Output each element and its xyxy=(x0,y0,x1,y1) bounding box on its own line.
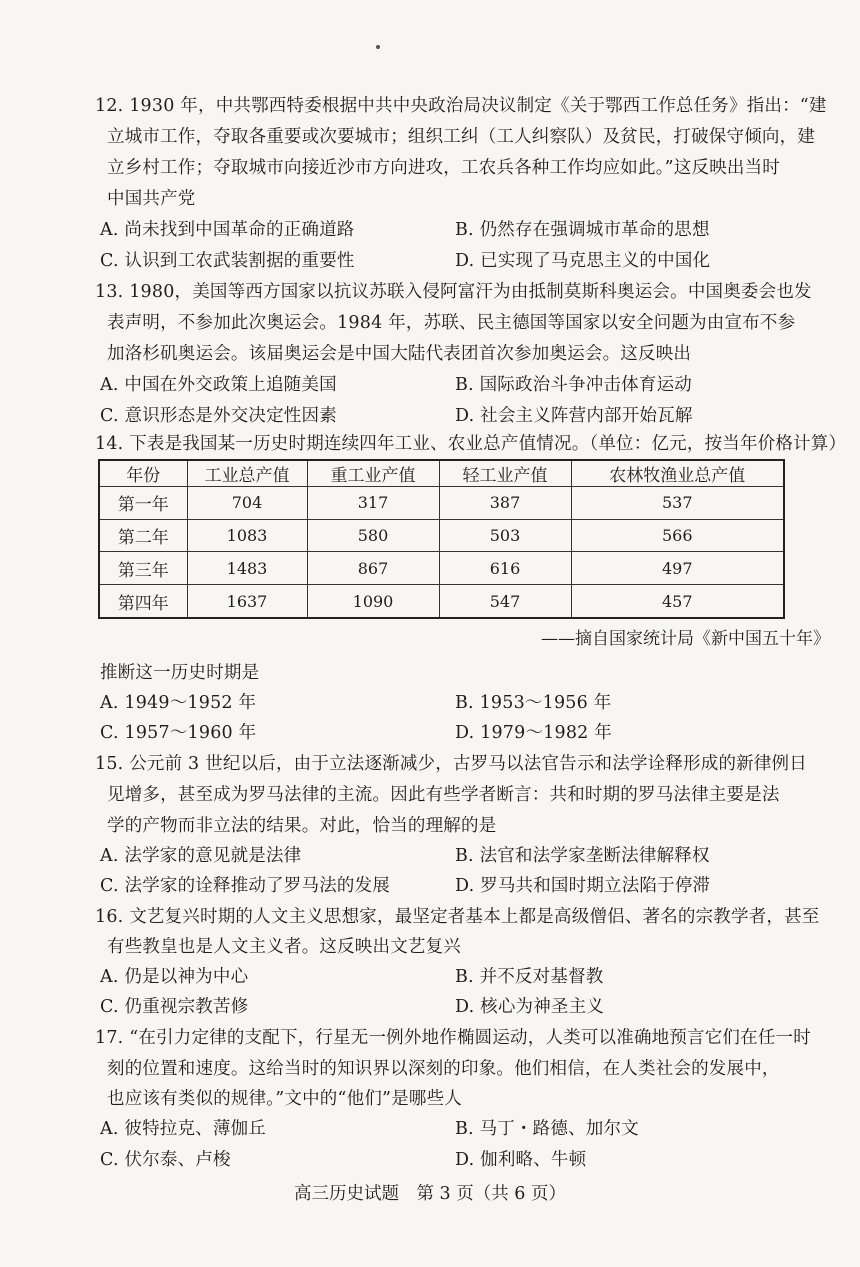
q14-option-b: B. 1953～1956 年 xyxy=(455,693,612,713)
q16-stem-line: 有些教皇也是人文主义者。这反映出文艺复兴 xyxy=(107,937,461,957)
table-cell: 503 xyxy=(439,519,571,552)
q12-stem-line: 立乡村工作；夺取城市向接近沙市方向进攻，工农兵各种工作均应如此。”这反映出当时 xyxy=(107,158,780,178)
q16-stem-line: 16. 文艺复兴时期的人文主义思想家，最坚定者基本上都是高级僧侣、著名的宗教学者，甚至 xyxy=(95,907,820,927)
table-row xyxy=(99,519,784,552)
q14-option-c: C. 1957～1960 年 xyxy=(100,723,257,743)
q15-stem-line: 学的产物而非立法的结果。对此，恰当的理解的是 xyxy=(107,816,497,836)
q15-option-d: D. 罗马共和国时期立法陷于停滞 xyxy=(455,876,711,896)
table-cell: 457 xyxy=(571,585,784,618)
table-cell: 第一年 xyxy=(99,487,187,520)
q17-option-b: B. 马丁・路德、加尔文 xyxy=(455,1119,639,1139)
q16-option-b: B. 并不反对基督教 xyxy=(455,967,604,987)
table-header-row xyxy=(99,460,784,487)
q16-option-c: C. 仍重视宗教苦修 xyxy=(100,997,249,1017)
q17-option-c: C. 伏尔泰、卢梭 xyxy=(100,1150,231,1170)
table-cell: 1637 xyxy=(187,585,307,618)
q13-option-d: D. 社会主义阵营内部开始瓦解 xyxy=(455,406,693,426)
table-cell: 580 xyxy=(307,519,439,552)
q13-option-a: A. 中国在外交政策上追随美国 xyxy=(100,375,337,395)
page-footer: 高三历史试题 第 3 页（共 6 页） xyxy=(293,1184,567,1204)
table-cell: 497 xyxy=(571,552,784,585)
q17-stem-line: 刻的位置和速度。这给当时的知识界以深刻的印象。他们相信，在人类社会的发展中， xyxy=(107,1059,780,1079)
q12-option-c: C. 认识到工农武装割据的重要性 xyxy=(100,251,355,271)
q17-stem-line: 也应该有类似的规律。”文中的“他们”是哪些人 xyxy=(107,1089,462,1109)
table-header-cell: 轻工业产值 xyxy=(439,460,571,487)
table-cell: 616 xyxy=(439,552,571,585)
table-row xyxy=(99,487,784,520)
q12-stem-line: 12. 1930 年，中共鄂西特委根据中共中央政治局决议制定《关于鄂西工作总任务》指出：“建 xyxy=(95,96,827,116)
q15-option-c: C. 法学家的诠释推动了罗马法的发展 xyxy=(100,876,390,896)
table-cell: 537 xyxy=(571,487,784,520)
table-cell: 第三年 xyxy=(99,552,187,585)
q12-stem-line: 立城市工作，夺取各重要或次要城市；组织工纠（工人纠察队）及贫民，打破保守倾向，建 xyxy=(107,127,815,147)
q16-option-a: A. 仍是以神为中心 xyxy=(100,967,249,987)
table-cell: 1083 xyxy=(187,519,307,552)
q15-stem-line: 见增多，甚至成为罗马法律的主流。因此有些学者断言：共和时期的罗马法律主要是法 xyxy=(107,785,780,805)
scan-speck xyxy=(376,45,380,49)
table-cell: 317 xyxy=(307,487,439,520)
q12-option-b: B. 仍然存在强调城市革命的思想 xyxy=(455,220,710,240)
table-cell: 第四年 xyxy=(99,585,187,618)
q14-option-a: A. 1949～1952 年 xyxy=(100,693,257,713)
q14-stem-line: 14. 下表是我国某一历史时期连续四年工业、农业总产值情况。（单位：亿元，按当年价格计算） xyxy=(95,434,847,454)
table-cell: 第二年 xyxy=(99,519,187,552)
q13-stem-line: 表声明，不参加此次奥运会。1984 年，苏联、民主德国等国家以安全问题为由宣布不参 xyxy=(107,313,796,333)
q13-option-c: C. 意识形态是外交决定性因素 xyxy=(100,406,337,426)
q17-stem-line: 17. “在引力定律的支配下，行星无一例外地作椭圆运动，人类可以准确地预言它们在任一时 xyxy=(95,1028,811,1048)
production-value-table xyxy=(98,459,785,619)
q17-option-a: A. 彼特拉克、薄伽丘 xyxy=(100,1119,266,1139)
table-header-cell: 年份 xyxy=(99,460,187,487)
table-header-cell: 重工业产值 xyxy=(307,460,439,487)
q16-option-d: D. 核心为神圣主义 xyxy=(455,997,605,1017)
table-header-cell: 工业总产值 xyxy=(187,460,307,487)
q13-stem-line: 加洛杉矶奥运会。该届奥运会是中国大陆代表团首次参加奥运会。这反映出 xyxy=(107,344,692,364)
table-cell: 1090 xyxy=(307,585,439,618)
table-cell: 1483 xyxy=(187,552,307,585)
q14-stem-line: 推断这一历史时期是 xyxy=(100,663,260,683)
q12-option-d: D. 已实现了马克思主义的中国化 xyxy=(455,251,711,271)
table-cell: 387 xyxy=(439,487,571,520)
q15-stem-line: 15. 公元前 3 世纪以后，由于立法逐渐减少，古罗马以法官告示和法学诠释形成的新律例日 xyxy=(95,754,807,774)
q14-option-d: D. 1979～1982 年 xyxy=(455,723,612,743)
table-source-citation: ——摘自国家统计局《新中国五十年》 xyxy=(541,629,830,649)
table-header-cell: 农林牧渔业总产值 xyxy=(571,460,784,487)
table-cell: 867 xyxy=(307,552,439,585)
q12-option-a: A. 尚未找到中国革命的正确道路 xyxy=(100,220,355,240)
q13-stem-line: 13. 1980，美国等西方国家以抗议苏联入侵阿富汗为由抵制莫斯科奥运会。中国奥委会也发 xyxy=(95,282,812,302)
q17-option-d: D. 伽利略、牛顿 xyxy=(455,1150,587,1170)
table-cell: 547 xyxy=(439,585,571,618)
table-cell: 704 xyxy=(187,487,307,520)
q15-option-a: A. 法学家的意见就是法律 xyxy=(100,846,302,866)
q15-option-b: B. 法官和法学家垄断法律解释权 xyxy=(455,846,710,866)
table-row xyxy=(99,552,784,585)
table-cell: 566 xyxy=(571,519,784,552)
q13-option-b: B. 国际政治斗争冲击体育运动 xyxy=(455,375,692,395)
q12-stem-line: 中国共产党 xyxy=(107,189,196,209)
table-row xyxy=(99,585,784,618)
